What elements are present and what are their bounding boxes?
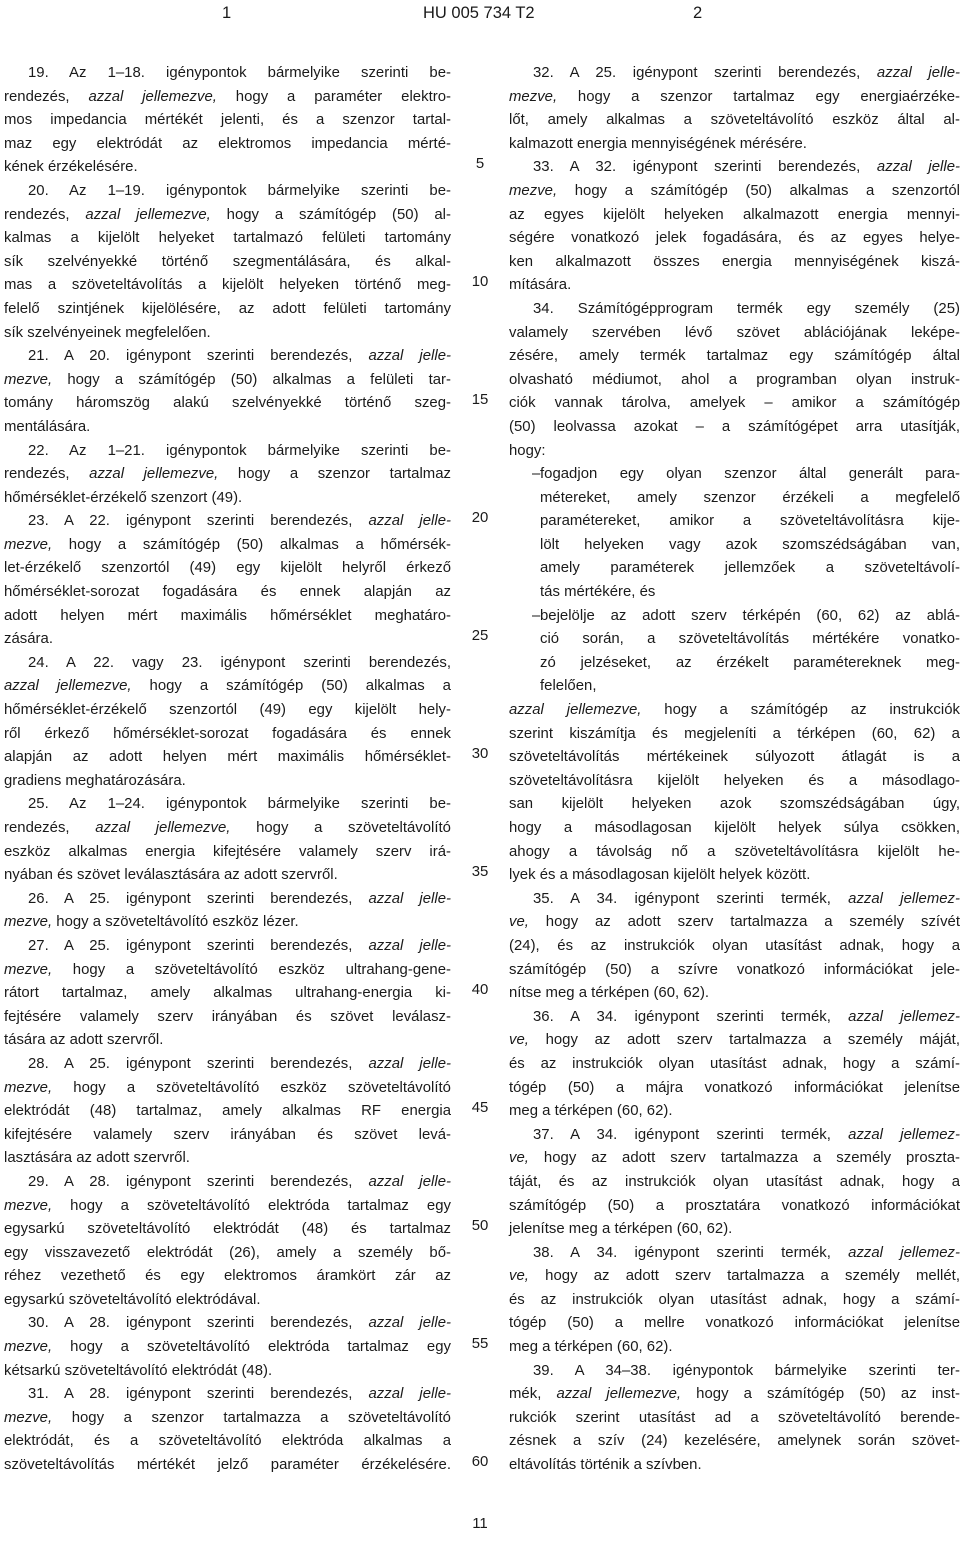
- right-text-line: szöveteltávolítás mértékeinek súlyozott átlagát is a: [509, 749, 960, 766]
- left-text-line: hőmérséklet-sorozat fogadására és ennek alapján az: [4, 584, 451, 601]
- right-text-line: ve, hogy az adott szerv tartalmazza a személy szívét: [509, 914, 960, 931]
- left-text-line: mezve, hogy a számítógép (50) alkalmas a felületi tar-: [4, 371, 451, 388]
- left-text-line: kének érzékelésére.: [4, 159, 138, 176]
- right-text-line: zésére, amely termék tartalmaz egy számítógép által: [509, 348, 960, 365]
- right-text-line: nítse meg a térképen (60, 62).: [509, 985, 710, 1002]
- left-text-line: fejtésére valamely szerv irányában és szövet leválasz-: [4, 1008, 451, 1025]
- left-text-line: 20. Az 1–19. igénypontok bármelyike szerinti be-: [28, 182, 451, 199]
- left-text-line: rendezés, azzal jellemezve, hogy a paraméter elektro-: [4, 88, 451, 105]
- left-text-line: zására.: [4, 631, 53, 648]
- left-column: [4, 62, 451, 1478]
- left-text-line: mezve, hogy a szöveteltávolító elektróda tartalmaz egy: [4, 1197, 451, 1214]
- footer-page-number: 11: [472, 1515, 488, 1532]
- left-text-line: azzal jellemezve, hogy a számítógép (50) alkalmas a: [4, 678, 451, 695]
- left-text-line: alapján az adott helyen mért maximális hőmérséklet-: [4, 749, 451, 766]
- right-text-line: amely paraméterek jellemzőek a szöveteltávolí-: [540, 560, 960, 577]
- right-text-line: hogy:: [509, 442, 546, 459]
- right-column: [509, 62, 960, 1478]
- left-text-line: gradiens meghatározására.: [4, 772, 186, 789]
- left-text-line: mezve, hogy a szöveteltávolító elektróda tartalmaz egy: [4, 1339, 451, 1356]
- right-text-line: san kijelölt helyeken azok szomszédságában úgy,: [509, 796, 960, 813]
- right-text-line: métereket, amely szenzor érzékeli a megfelelő: [540, 489, 960, 506]
- left-text-line: 26. A 25. igénypont szerinti berendezés, azzal jelle-: [28, 890, 451, 907]
- list-dash: –: [532, 466, 541, 483]
- left-text-line: 19. Az 1–18. igénypontok bármelyike szerinti be-: [28, 65, 451, 81]
- margin-line-number: 50: [471, 1218, 489, 1235]
- left-text-line: elektródát (48) tartalmaz, amely alkalmas RF energia: [4, 1103, 451, 1120]
- right-text-line: ve, hogy az adott szerv tartalmazza a személy prosztа-: [509, 1150, 960, 1167]
- left-text-line: kétsarkú szöveteltávolító elektródát (48).: [4, 1362, 273, 1379]
- right-text-line: zó jelzéseket, az érzékelt paramétereknek meg-: [540, 654, 960, 671]
- margin-line-number: 5: [475, 156, 485, 173]
- left-text-line: 28. A 25. igénypont szerinti berendezés, azzal jelle-: [28, 1055, 451, 1072]
- right-text-line: ve, hogy az adott szerv tartalmazza a személy mellét,: [509, 1268, 960, 1285]
- left-text-line: mezve, hogy a szenzor tartalmazza a szöveteltávolító: [4, 1409, 451, 1426]
- right-text-line: táját, és az instrukciók olyan utasítást adnak, hogy a: [509, 1173, 960, 1190]
- left-text-line: mos impedancia mértékét jelenti, és a szenzor tartal-: [4, 112, 451, 129]
- right-text-line: zésnek a szív (24) kezelésére, amelynek során szövet-: [509, 1433, 960, 1450]
- left-text-line: szöveteltávolítás mértékét jelző paraméter érzékelésére.: [4, 1457, 451, 1474]
- left-text-line: lasztására az adott szervről.: [4, 1150, 190, 1167]
- right-text-line: 38. A 34. igénypont szerinti termék, azzal jellemez-: [533, 1244, 960, 1261]
- left-text-line: sík szelvényekké történő szegmentálására, és alkal-: [4, 253, 451, 270]
- left-text-line: 25. Az 1–24. igénypontok bármelyike szerinti be-: [28, 796, 451, 813]
- margin-line-number: 35: [471, 864, 489, 881]
- right-text-line: felelően,: [540, 678, 597, 695]
- left-text-line: 24. A 22. vagy 23. igénypont szerinti berendezés,: [28, 654, 451, 671]
- left-text-line: elektródát, és a szöveteltávolító elektróda alkalmas a: [4, 1433, 451, 1450]
- right-text-line: ségére vonatkozó jelek fogadására, és az egyes helye-: [509, 230, 960, 247]
- left-text-line: 30. A 28. igénypont szerinti berendezés, azzal jelle-: [28, 1315, 451, 1332]
- right-text-line: azzal jellemezve, hogy a számítógép az instrukciók: [509, 702, 960, 719]
- right-text-line: ciók vannak tárolva, amelyek – amikor a számítógép: [509, 395, 960, 412]
- right-text-line: mítására.: [509, 277, 572, 294]
- right-text-line: – fogadjon egy olyan szenzor által generált para-: [509, 463, 960, 487]
- right-text-line: mezve, hogy a szenzor tartalmaz egy energiaérzéke-: [509, 88, 960, 105]
- left-text-line: rátort tartalmaz, amely alkalmas ultrahang-energia ki-: [4, 985, 451, 1002]
- margin-line-number: 10: [471, 274, 489, 291]
- right-text-line: ken alkalmazott összes energia mennyiségének kiszá-: [509, 253, 960, 270]
- left-text-line: sík szelvényeinek megfelelően.: [4, 324, 211, 341]
- left-text-line: 31. A 28. igénypont szerinti berendezés, azzal jelle-: [28, 1386, 451, 1403]
- left-text-line: hőmérséklet-érzékelő szenzortól (49) egy kijelölt hely-: [4, 702, 451, 719]
- right-text-line: mék, azzal jellemezve, hogy a számítógép (50) az inst-: [509, 1386, 960, 1403]
- right-text-line: paramétereket, amikor a szöveteltávolításra kije-: [540, 513, 960, 530]
- left-text-line: hőmérséklet-érzékelő szenzort (49).: [4, 489, 243, 506]
- left-text-line: tomány háromszög alakú szelvényekké történő szeg-: [4, 395, 451, 412]
- right-text-line: meg a térképen (60, 62).: [509, 1339, 673, 1356]
- right-text-line: 33. A 32. igénypont szerinti berendezés, azzal jelle-: [533, 159, 960, 176]
- left-text-line: nyában és szövet leválasztására az adott szervről.: [4, 867, 338, 884]
- right-text-line: ahogy a távolság nő a szöveteltávolításra kijelölt he-: [509, 843, 960, 860]
- page-footer: [0, 1515, 960, 1532]
- left-text-line: kifejtésére valamely szerv irányában és szövet levá-: [4, 1126, 451, 1143]
- left-text-line: egysarkú szöveteltávolító elektródával.: [4, 1291, 261, 1308]
- margin-line-number: 25: [471, 628, 489, 645]
- right-text-line: olvasható médiumot, ahol a programban olyan instruk-: [509, 371, 960, 388]
- right-text-line: eltávolítás történik a szívben.: [509, 1457, 702, 1474]
- right-text-line: 36. A 34. igénypont szerinti termék, azzal jellemez-: [533, 1008, 960, 1025]
- left-text-line: adott helyen mért maximális hőmérséklet meghatáro-: [4, 607, 451, 624]
- left-text-line: 22. Az 1–21. igénypontok bármelyike szerinti be-: [28, 442, 451, 459]
- margin-line-number: 55: [471, 1336, 489, 1353]
- left-text-line: rendezés, azzal jellemezve, hogy a szöveteltávolító: [4, 820, 451, 836]
- margin-line-number: 15: [471, 392, 489, 409]
- right-text-line: – bejelölje az adott szerv térképén (60, 62) az ablá-: [509, 605, 960, 629]
- left-text-line: 29. A 28. igénypont szerinti berendezés, azzal jelle-: [28, 1173, 451, 1190]
- left-text-line: mentálására.: [4, 418, 91, 435]
- left-text-line: let-érzékelő szenzortól (49) egy kijelölt helyről érkező: [4, 560, 451, 577]
- left-text-line: egysarkú szöveteltávolító elektródát (48) és tartalmaz: [4, 1221, 451, 1238]
- left-text-line: felelő szintjének kijelölésére, az adott felületi tartomány: [4, 300, 451, 317]
- margin-line-number: 20: [471, 510, 489, 527]
- right-text-line: számítógép (50) a szívre vonatkozó információkat jele-: [509, 961, 960, 978]
- left-text-line: kalmas a kijelölt helyeket tartalmazó felületi tartomány: [4, 230, 451, 247]
- right-text-line: 35. A 34. igénypont szerinti termék, azzal jellemez-: [533, 890, 960, 907]
- left-text-line: 23. A 22. igénypont szerinti berendezés, azzal jelle-: [28, 513, 451, 530]
- right-text-line: 32. A 25. igénypont szerinti berendezés, azzal jelle-: [533, 65, 960, 81]
- right-text-line: ció során, a szöveteltávolítás mértékére vonatko-: [540, 631, 960, 648]
- page-number-right: 2: [693, 4, 703, 22]
- right-text-line: számítógép (50) a prosztatára vonatkozó információkat: [509, 1197, 960, 1214]
- right-text-line: (24), és az instrukciók olyan utasítást adnak, hogy a: [509, 937, 960, 954]
- right-text-line: tógép (50) a májra vonatkozó információkat jelenítse: [509, 1079, 960, 1096]
- margin-line-number: 45: [471, 1100, 489, 1117]
- right-text-line: kalmazott energia mennyiségének mérésére.: [509, 135, 807, 152]
- right-text-line: mezve, hogy a számítógép (50) alkalmas a szenzortól: [509, 182, 960, 199]
- list-dash: –: [532, 607, 541, 624]
- left-text-line: ről érkező hőmérséklet-sorozat fogadására és ennek: [4, 725, 451, 742]
- left-text-line: réhez vezethető és egy elektromos áramkört zár az: [4, 1268, 451, 1285]
- left-text-line: egy visszavezető elektródát (26), amely a személy bő-: [4, 1244, 451, 1261]
- margin-line-number: 40: [471, 982, 489, 999]
- right-text-line: és az instrukciók olyan utasítást adnak, hogy a számí-: [509, 1055, 960, 1072]
- right-text-line: és az instrukciók olyan utasítást adnak, hogy a számí-: [509, 1291, 960, 1308]
- page-number-left: 1: [222, 4, 232, 22]
- right-text-line: tás mértékére, és: [540, 584, 656, 601]
- right-text-line: valamely szervében lévő szövet ablációjának leképe-: [509, 324, 960, 341]
- left-text-line: mas a szöveteltávolítás a kijelölt helyeken történő meg-: [4, 277, 451, 294]
- right-text-line: az egyes kijelölt helyeken alkalmazott energia mennyi-: [509, 206, 960, 223]
- right-text-line: (50) leolvassa azokat – a számítógépet arra utasítják,: [509, 418, 960, 435]
- left-text-line: mezve, hogy a szöveteltávolító eszköz ultrahang-gene-: [4, 961, 451, 978]
- left-text-line: rendezés, azzal jellemezve, hogy a szenzor tartalmaz: [4, 466, 451, 483]
- left-text-line: mezve, hogy a számítógép (50) alkalmas a hőmérsék-: [4, 536, 451, 553]
- document-id: HU 005 734 T2: [423, 4, 535, 22]
- right-text-line: hogy a másodlagosan kijelölt helyek súlya csökken,: [509, 820, 960, 836]
- left-text-line: rendezés, azzal jellemezve, hogy a számítógép (50) al-: [4, 206, 451, 223]
- right-text-line: ve, hogy az adott szerv tartalmazza a személy máját,: [509, 1032, 960, 1049]
- left-text-line: eszköz alkalmas energia kifejtésére valamely szerv irá-: [4, 843, 451, 860]
- left-text-line: tására az adott szervről.: [4, 1032, 164, 1049]
- left-text-line: mezve, hogy a szöveteltávolító eszköz szöveteltávolító: [4, 1079, 451, 1096]
- page-header: [0, 0, 960, 30]
- right-text-line: meg a térképen (60, 62).: [509, 1103, 673, 1120]
- right-text-line: tógép (50) a mellre vonatkozó információkat jelenítse: [509, 1315, 960, 1332]
- right-text-line: 39. A 34–38. igénypontok bármelyike szerinti ter-: [533, 1362, 960, 1379]
- right-text-line: rukciók szerint utasítást ad a szöveteltávolító berende-: [509, 1409, 960, 1426]
- left-text-line: 21. A 20. igénypont szerinti berendezés, azzal jelle-: [28, 348, 451, 365]
- right-text-line: 37. A 34. igénypont szerinti termék, azzal jellemez-: [533, 1126, 960, 1143]
- left-text-line: mezve, hogy a szöveteltávolító eszköz lézer.: [4, 914, 299, 931]
- margin-line-number: 30: [471, 746, 489, 763]
- right-text-line: szerint kiszámítja és megjeleníti a térképen (60, 62) a: [509, 725, 960, 742]
- right-text-line: lőt, amely alkalmas a szöveteltávolító eszköz által al-: [509, 112, 960, 129]
- right-text-line: lölt helyeken vagy azok szomszédságában van,: [540, 536, 960, 553]
- right-text-line: lyek és a másodlagosan kijelölt helyek között.: [509, 867, 811, 884]
- left-text-line: maz egy elektródát az elektromos impedancia mérté-: [4, 135, 451, 152]
- right-text-line: szöveteltávolításra kijelölt helyeken és a másodlago-: [509, 772, 960, 789]
- right-text-line: 34. Számítógépprogram termék egy személy (25): [533, 300, 960, 317]
- margin-line-number: 60: [471, 1454, 489, 1471]
- right-text-line: jelenítse meg a térképen (60, 62).: [509, 1221, 733, 1238]
- left-text-line: 27. A 25. igénypont szerinti berendezés, azzal jelle-: [28, 937, 451, 954]
